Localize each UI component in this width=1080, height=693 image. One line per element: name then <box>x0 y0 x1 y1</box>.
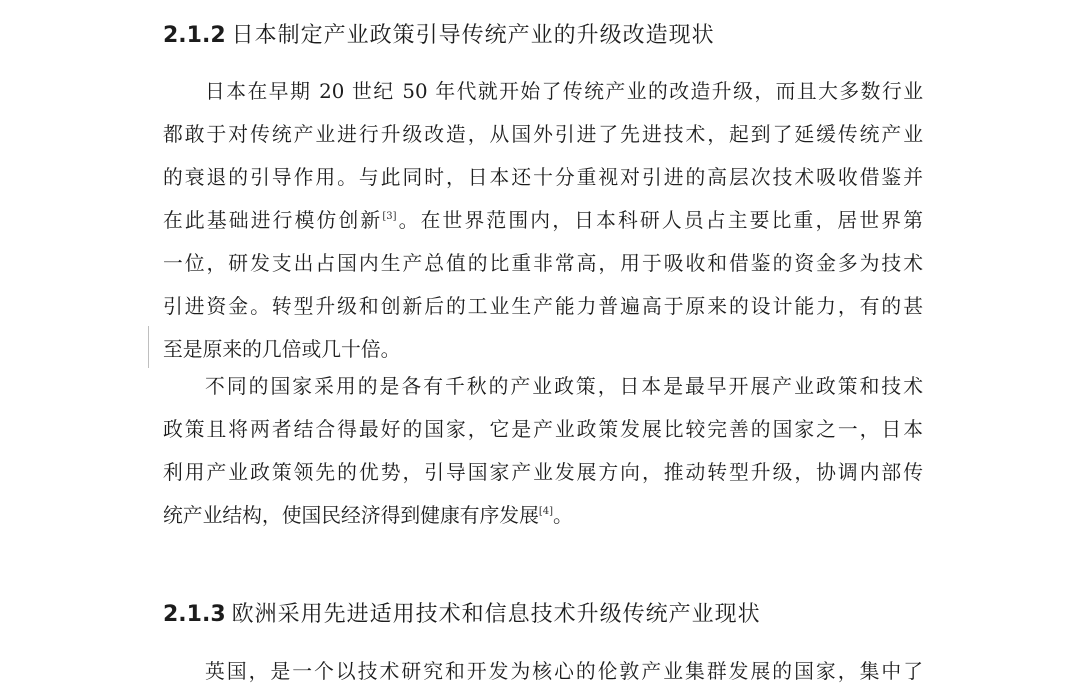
paragraph-line: 一位，研发支出占国内生产总值的比重非常高，用于吸收和借鉴的资金多为技术 <box>163 252 923 275</box>
paragraph-japan-upgrade <box>163 70 923 371</box>
paragraph-line: 的衰退的引导作用。与此同时，日本还十分重视对引进的高层次技术吸收借鉴并 <box>163 166 923 189</box>
section-heading-2-1-2 <box>163 21 715 51</box>
section-title: 日本制定产业政策引导传统产业的升级改造现状 <box>231 23 715 48</box>
line-text: 统产业结构，使国民经济得到健康有序发展 <box>163 504 539 527</box>
section-number: 2.1.3 <box>163 602 226 627</box>
line-text: 。 <box>553 504 573 527</box>
citation-reference: [3] <box>382 211 397 222</box>
paragraph-europe-partial <box>163 650 923 693</box>
paragraph-line: 引进资金。转型升级和创新后的工业生产能力普遍高于原来的设计能力，有的甚 <box>163 295 923 318</box>
section-number: 2.1.2 <box>163 23 226 48</box>
line-text: 在此基础进行模仿创新 <box>163 209 383 232</box>
section-heading-2-1-3 <box>163 600 761 630</box>
paragraph-line: 至是原来的几倍或几十倍。 <box>163 338 401 361</box>
paragraph-line-with-citation <box>163 494 923 537</box>
margin-change-bar <box>148 326 149 368</box>
paragraph-line: 利用产业政策领先的优势，引导国家产业发展方向，推动转型升级，协调内部传 <box>163 461 923 484</box>
paragraph-line: 日本在早期 20 世纪 50 年代就开始了传统产业的改造升级，而且大多数行业 <box>205 80 923 103</box>
paragraph-japan-policy <box>163 365 923 537</box>
paragraph-line-with-citation <box>163 199 923 242</box>
paragraph-line: 都敢于对传统产业进行升级改造，从国外引进了先进技术，起到了延缓传统产业 <box>163 123 923 146</box>
paragraph-line: 英国，是一个以技术研究和开发为核心的伦敦产业集群发展的国家，集中了 <box>205 660 923 683</box>
paragraph-line: 不同的国家采用的是各有千秋的产业政策，日本是最早开展产业政策和技术 <box>205 375 923 398</box>
section-title: 欧洲采用先进适用技术和信息技术升级传统产业现状 <box>231 602 761 627</box>
paragraph-line: 政策且将两者结合得最好的国家，它是产业政策发展比较完善的国家之一，日本 <box>163 418 923 441</box>
citation-reference: [4] <box>538 506 554 517</box>
line-text: 。在世界范围内，日本科研人员占主要比重，居世界第 <box>396 209 923 232</box>
